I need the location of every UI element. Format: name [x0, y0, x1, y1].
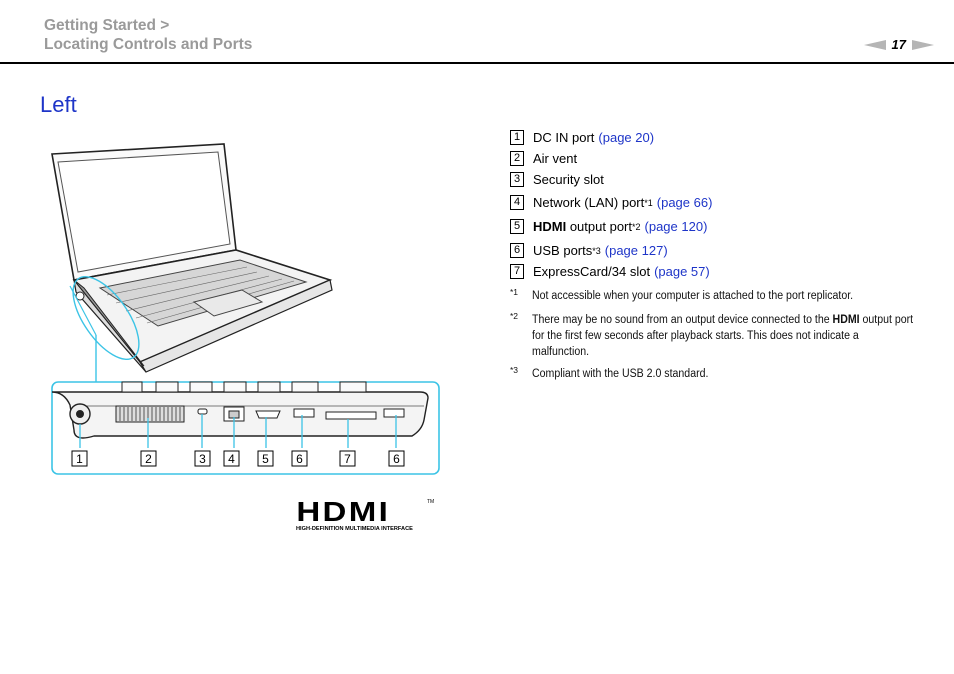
callout-label: 4	[228, 452, 235, 466]
legend-label: USB ports	[533, 243, 593, 258]
legend-label: ExpressCard/34 slot	[533, 264, 651, 279]
footnote-2	[510, 311, 914, 360]
breadcrumb	[44, 16, 252, 54]
callout-label: 5	[262, 452, 269, 466]
legend-item-air-vent	[510, 151, 577, 166]
callout-3	[195, 451, 210, 466]
footnote-text: Compliant with the USB 2.0 standard.	[532, 368, 709, 380]
callout-1	[72, 451, 87, 466]
legend-label: Network (LAN) port	[533, 195, 645, 210]
footnote-text: Not accessible when your computer is attached to the port replicator.	[532, 290, 854, 302]
legend-page-link[interactable]: (page 57)	[654, 264, 710, 279]
callout-label: 3	[199, 452, 206, 466]
previous-page-icon[interactable]	[864, 40, 886, 50]
legend-page-link[interactable]: (page 120)	[644, 219, 708, 234]
section-title: Left	[40, 92, 77, 117]
page-navigator	[864, 37, 934, 52]
callout-label: 1	[76, 452, 83, 466]
legend-page-link[interactable]: (page 127)	[604, 243, 668, 258]
callout-6b	[389, 451, 404, 466]
legend-item-hdmi-port: 5 HDMI output port *2 (page 120)	[510, 219, 707, 234]
footnote-mark: *1	[510, 287, 519, 297]
page-number: 17	[891, 37, 906, 52]
footnote-1	[510, 288, 900, 304]
footnote-text-part: output port for the first few seconds after playback starts. This does not indicate a malfunction.	[532, 314, 914, 358]
legend-label: output port	[566, 219, 632, 234]
legend-item-dc-in	[510, 130, 654, 145]
callout-label: 7	[344, 452, 351, 466]
callout-label: 6	[296, 452, 303, 466]
legend-number: 2	[510, 151, 524, 166]
legend-label: Security slot	[533, 172, 604, 187]
breadcrumb-current: Locating Controls and Ports	[44, 36, 253, 53]
legend-item-security-slot	[510, 172, 604, 187]
hdmi-logo	[294, 497, 436, 533]
legend-number: 3	[510, 172, 524, 187]
legend-item-expresscard-slot	[510, 264, 710, 279]
legend-page-link[interactable]: (page 66)	[656, 195, 713, 210]
callout-7	[340, 451, 355, 466]
legend-label: Air vent	[533, 151, 578, 166]
hdmi-logo-tm: TM	[427, 499, 435, 505]
footnote-text-bold: HDMI	[832, 314, 860, 326]
laptop-left-side-illustration	[44, 130, 444, 480]
footnote-text-part: There may be no sound from an output device connected to the	[532, 314, 833, 326]
legend-item-network-port: 4 Network (LAN) port *1 (page 66)	[510, 195, 712, 210]
footnote-text	[532, 312, 918, 360]
callout-4	[224, 451, 239, 466]
footnote-mark: *3	[510, 365, 519, 375]
legend-number: 1	[510, 130, 524, 145]
hdmi-logo-tagline: HIGH-DEFINITION MULTIMEDIA INTERFACE	[296, 526, 413, 532]
header-divider	[0, 62, 954, 64]
callout-2	[141, 451, 156, 466]
legend-number: 7	[510, 264, 524, 279]
next-page-icon[interactable]	[912, 40, 934, 50]
callout-label: 2	[145, 452, 152, 466]
callout-6a	[292, 451, 307, 466]
legend-number: 5	[510, 219, 524, 234]
legend-label: DC IN port	[533, 130, 595, 145]
legend-label-bold: HDMI	[533, 219, 567, 234]
legend-page-link[interactable]: (page 20)	[598, 130, 655, 145]
footnote-mark: *2	[510, 311, 519, 321]
callout-label: 6	[393, 452, 400, 466]
callout-5	[258, 451, 273, 466]
breadcrumb-parent[interactable]: Getting Started >	[44, 17, 170, 34]
legend-item-usb-ports: 6 USB ports *3 (page 127)	[510, 243, 668, 258]
legend-number: 6	[510, 243, 524, 258]
legend-number: 4	[510, 195, 524, 210]
footnote-3	[510, 366, 900, 382]
hdmi-logo-word: HDMI	[296, 497, 391, 528]
